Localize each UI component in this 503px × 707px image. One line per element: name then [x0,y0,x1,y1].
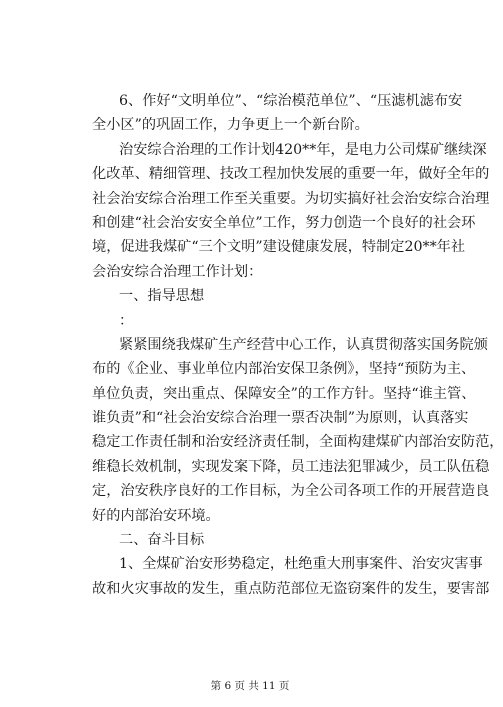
text-line: 紧紧围绕我煤矿生产经营中心工作，认真贯彻落实国务院颁 [119,336,488,353]
text-line: 稳定工作责任制和治安经济责任制，全面构建煤矿内部治安防范， [92,434,503,451]
text-line: 治安综合治理的工作计划420**年，是电力公司煤矿继续深 [119,141,487,158]
page-number-label: 第 6 页 共 11 页 [210,680,290,692]
text-line: 维稳长效机制，实现发案下降，员工违法犯罪减少，员工队伍稳 [92,458,490,475]
text-line: 定，治安秩序良好的工作目标，为全公司各项工作的开展营造良 [92,483,490,500]
text-line: 谁负责”和“社会治安综合治理一票否决制”为原则，认真落实 [92,410,469,427]
text-line: 故和火灾事故的发生，重点防范部位无盗窃案件的发生，要害部 [92,580,490,597]
document-body [92,89,503,601]
text-line: 1、全煤矿治安形势稳定，杜绝重大刑事案件、治安灾害事 [119,556,483,573]
text-line: 全小区”的巩固工作，力争更上一个新台阶。 [92,117,369,134]
text-line: 6、作好“文明单位”、“综治模范单位”、“压滤机滤布安 [119,93,463,109]
text-line: ： [119,312,134,329]
text-line: 单位负责，突出重点、保障安全”的工作方针。坚持“谁主管、 [92,385,476,402]
text-line: 好的内部治安环境。 [92,507,220,524]
text-line: 一、指导思想 [119,288,205,305]
text-line: 化改革、精细管理、技改工程加快发展的重要一年，做好全年的 [92,166,490,183]
text-line: 境，促进我煤矿“三个文明”建设健康发展，特制定20**年社 [92,239,466,256]
text-line: 社会治安综合治理工作至关重要。为切实搞好社会治安综合治理 [92,190,490,207]
text-line: 布的《企业、事业单位内部治安保卫条例》，坚持“预防为主、 [92,361,476,378]
text-line: 会治安综合治理工作计划： [92,263,263,280]
page-footer [0,679,500,693]
text-line: 二、奋斗目标 [119,532,205,549]
text-line: 和创建“社会治安安全单位”工作，努力创造一个良好的社会环 [92,214,476,231]
